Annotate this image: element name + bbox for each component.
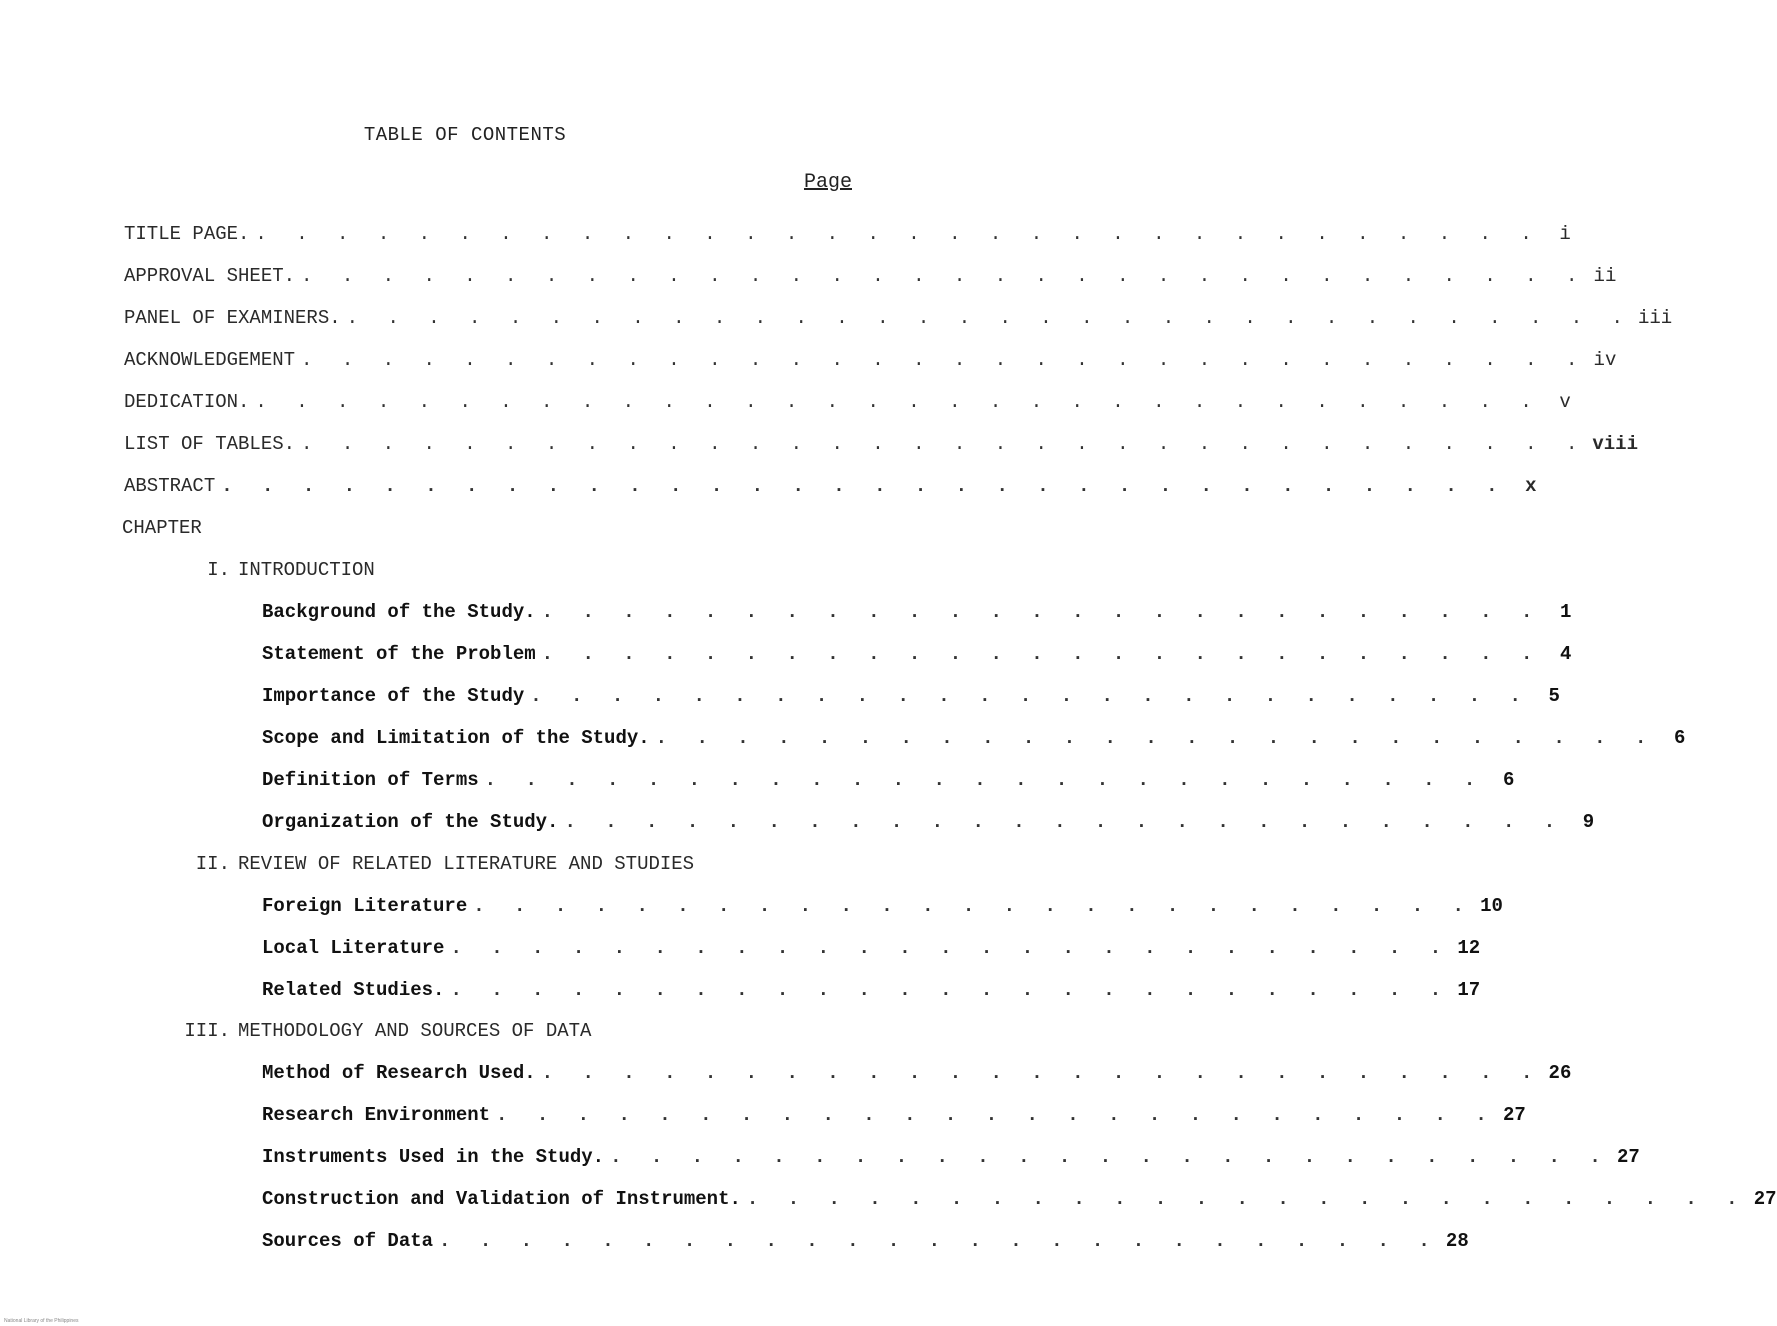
toc-entry-page: iv [1593, 349, 1617, 371]
toc-entry [262, 1227, 1469, 1255]
toc-entry-page: 27 [1502, 1104, 1526, 1126]
toc-entry-label: Research Environment [262, 1104, 491, 1126]
toc-entry-label: APPROVAL SHEET. [124, 265, 296, 287]
page-column-header: Page [803, 171, 852, 194]
dot-leader: . . . . . . . . . . . . . . . . . . . . . . . . . [450, 979, 1451, 1001]
dot-leader: . . . . . . . . . . . . . . . . . . . . . . . . . . . . . . . . [301, 349, 1587, 371]
toc-entry-page: i [1559, 223, 1571, 245]
toc-entry [124, 472, 1537, 500]
toc-entry [124, 430, 1638, 458]
toc-entry [262, 1185, 1777, 1213]
toc-entry [124, 262, 1617, 290]
dot-leader: . . . . . . . . . . . . . . . . . . . . . . . . . [746, 1188, 1747, 1210]
toc-entry [262, 1059, 1572, 1087]
toc-entry-page: iii [1637, 307, 1673, 329]
dot-leader: . . . . . . . . . . . . . . . . . . . . . . . . . . . . . . . . [301, 265, 1587, 287]
toc-entry-page: 26 [1548, 1062, 1572, 1084]
dot-leader: . . . . . . . . . . . . . . . . . . . . . . . . . . . . . . . . [255, 223, 1541, 245]
toc-entry [124, 346, 1617, 374]
toc-entry-page: viii [1592, 433, 1638, 455]
toc-entry-page: x [1525, 475, 1537, 497]
toc-entry-label: Construction and Validation of Instrument. [262, 1188, 741, 1210]
toc-entry-label: Definition of Terms [262, 769, 479, 791]
chapter-number: I. [207, 559, 230, 581]
dot-leader: . . . . . . . . . . . . . . . . . . . . . . . . . [530, 685, 1530, 707]
toc-entry-label: Related Studies. [262, 979, 445, 1001]
toc-entry [262, 976, 1481, 1004]
page-title: TABLE OF CONTENTS [363, 124, 567, 146]
toc-entry [262, 934, 1481, 962]
toc-entry-page: 28 [1445, 1230, 1469, 1252]
dot-leader: . . . . . . . . . . . . . . . . . . . . . . . . . . . . . . . . [255, 391, 1541, 413]
toc-entry-label: Method of Research Used. [262, 1062, 536, 1084]
chapter-title: INTRODUCTION [238, 559, 375, 581]
toc-entry [262, 808, 1595, 836]
toc-entry-page: v [1559, 391, 1571, 413]
dot-leader: . . . . . . . . . . . . . . . . . . . . . . . . . [610, 1146, 1610, 1168]
toc-entry-page: 9 [1582, 811, 1595, 833]
toc-entry-label: PANEL OF EXAMINERS. [124, 307, 341, 329]
chapter-number: II. [195, 853, 230, 875]
dot-leader: . . . . . . . . . . . . . . . . . . . . . . . . . [541, 643, 1542, 665]
dot-leader: . . . . . . . . . . . . . . . . . . . . . . . . . [496, 1104, 1496, 1126]
toc-entry-page: 12 [1457, 937, 1481, 959]
dot-leader: . . . . . . . . . . . . . . . . . . . . . . . . . [541, 1062, 1542, 1084]
toc-entry [124, 220, 1571, 248]
chapter-number: III. [184, 1020, 230, 1042]
toc-entry-label: ACKNOWLEDGEMENT [124, 349, 296, 371]
toc-entry-page: 4 [1559, 643, 1572, 665]
toc-entry [262, 766, 1515, 794]
toc-entry-label: Instruments Used in the Study. [262, 1146, 605, 1168]
toc-entry-page: 27 [1616, 1146, 1640, 1168]
toc-entry-label: Local Literature [262, 937, 445, 959]
dot-leader: . . . . . . . . . . . . . . . . . . . . . . . . . [541, 601, 1542, 623]
chapter-heading [172, 556, 375, 584]
chapter-heading [172, 850, 694, 878]
toc-entry-label: Foreign Literature [262, 895, 468, 917]
toc-entry-label: DEDICATION. [124, 391, 250, 413]
toc-entry-label: Sources of Data [262, 1230, 434, 1252]
toc-entry-page: 27 [1753, 1188, 1777, 1210]
toc-entry [262, 1143, 1640, 1171]
toc-entry-page: ii [1593, 265, 1617, 287]
toc-entry-label: Statement of the Problem [262, 643, 536, 665]
toc-entry-page: 6 [1502, 769, 1515, 791]
dot-leader: . . . . . . . . . . . . . . . . . . . . . . . . . [564, 811, 1565, 833]
dot-leader: . . . . . . . . . . . . . . . . . . . . . . . . . . . . . . . . [221, 475, 1507, 497]
toc-entry-page: 17 [1457, 979, 1481, 1001]
toc-entry [262, 682, 1560, 710]
toc-entry [262, 892, 1503, 920]
toc-entry [262, 1101, 1526, 1129]
chapter-title: REVIEW OF RELATED LITERATURE AND STUDIES [238, 853, 695, 875]
toc-entry [262, 598, 1572, 626]
dot-leader: . . . . . . . . . . . . . . . . . . . . . . . . . . . . . . . . [346, 307, 1632, 329]
toc-entry-label: Organization of the Study. [262, 811, 559, 833]
toc-entry-label: Scope and Limitation of the Study. [262, 727, 650, 749]
toc-entry-label: TITLE PAGE. [124, 223, 250, 245]
toc-entry-page: 1 [1559, 601, 1572, 623]
chapter-title: METHODOLOGY AND SOURCES OF DATA [238, 1020, 592, 1042]
dot-leader: . . . . . . . . . . . . . . . . . . . . . . . . . [439, 1230, 1439, 1252]
toc-entry-page: 10 [1480, 895, 1503, 917]
dot-leader: . . . . . . . . . . . . . . . . . . . . . . . . . [473, 895, 1473, 917]
toc-entry [262, 640, 1572, 668]
dot-leader: . . . . . . . . . . . . . . . . . . . . . . . . . [450, 937, 1451, 959]
toc-entry-label: ABSTRACT [124, 475, 216, 497]
scan-footer: National Library of the Philippines [4, 1318, 79, 1324]
toc-entry [124, 304, 1673, 332]
dot-leader: . . . . . . . . . . . . . . . . . . . . . . . . . [484, 769, 1485, 791]
toc-entry-page: 5 [1548, 685, 1560, 707]
dot-leader: . . . . . . . . . . . . . . . . . . . . . . . . . . . . . . . . [301, 433, 1587, 455]
toc-entry-label: Importance of the Study [262, 685, 525, 707]
dot-leader: . . . . . . . . . . . . . . . . . . . . . . . . . [655, 727, 1656, 749]
chapter-label: CHAPTER [122, 517, 202, 539]
toc-entry-label: Background of the Study. [262, 601, 536, 623]
toc-entry-page: 6 [1673, 727, 1686, 749]
toc-entry [124, 388, 1571, 416]
toc-entry-label: LIST OF TABLES. [124, 433, 296, 455]
toc-entry [262, 724, 1686, 752]
chapter-heading [172, 1017, 591, 1045]
